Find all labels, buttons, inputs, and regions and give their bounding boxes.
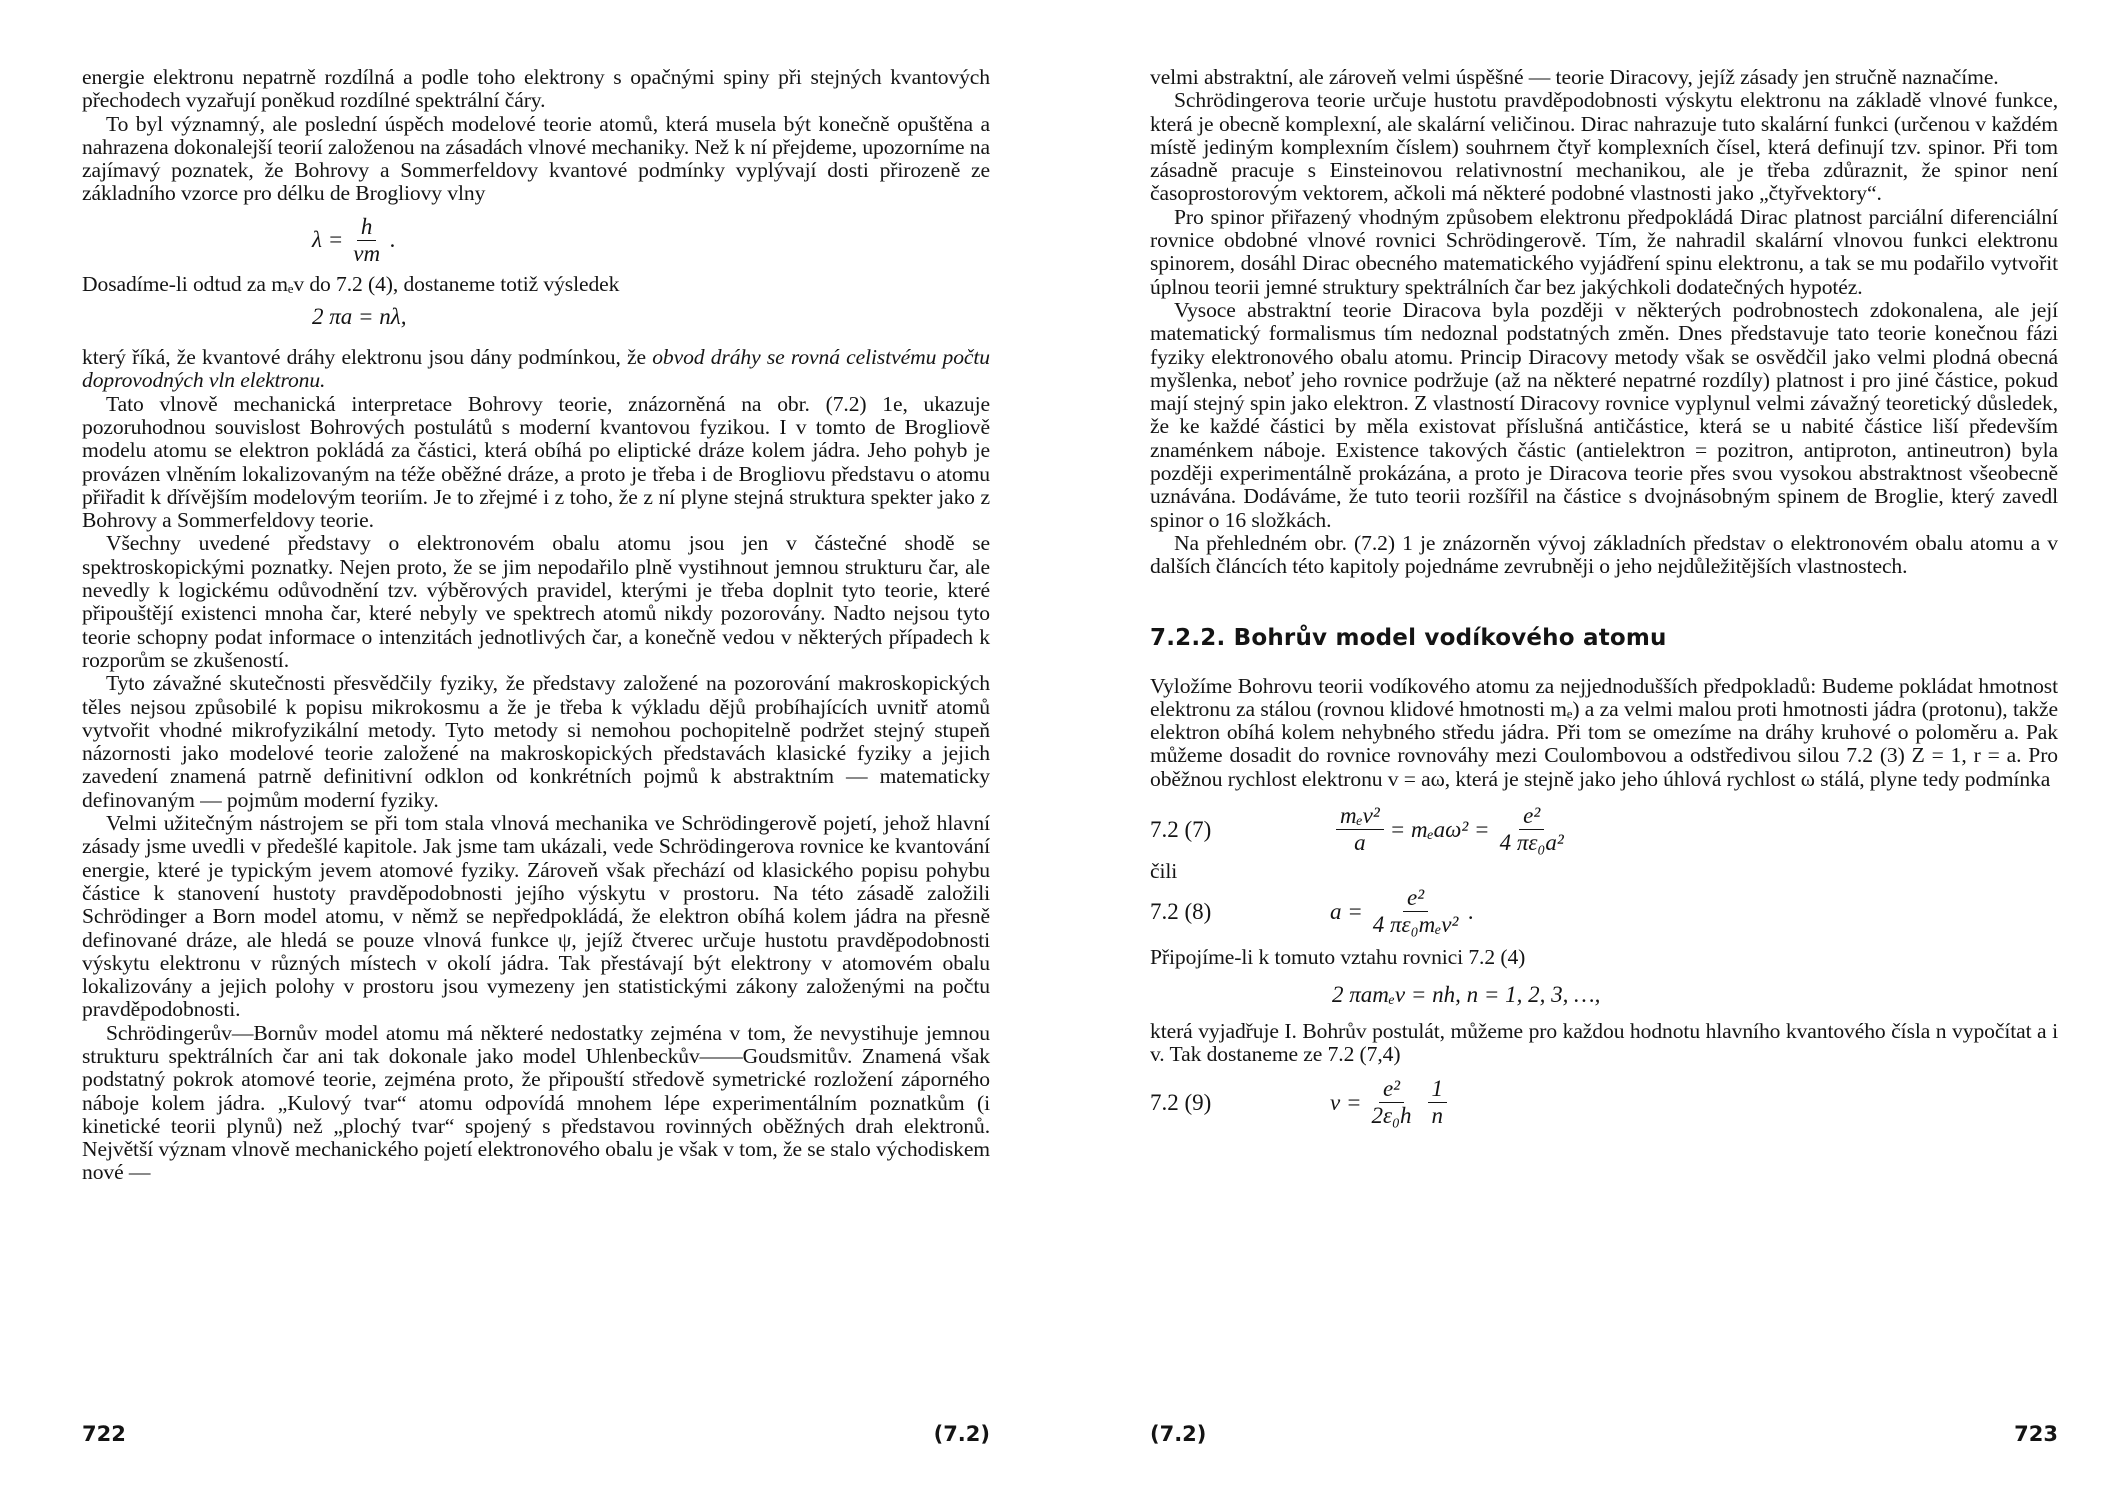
fraction-numerator: h	[357, 214, 377, 241]
fraction	[1336, 803, 1384, 856]
fraction-numerator: e²	[1379, 1076, 1404, 1103]
equation-7-2-9	[1150, 1076, 2058, 1129]
equation-label: 7.2 (9)	[1150, 1089, 1212, 1115]
fraction-numerator: 1	[1428, 1076, 1448, 1103]
paragraph	[82, 346, 990, 393]
right-page-text	[1150, 66, 2058, 579]
equation-text: 2 πa = nλ,	[312, 304, 407, 330]
page-number: 723	[2014, 1422, 2058, 1446]
fraction	[1496, 803, 1568, 856]
paragraph: Na přehledném obr. (7.2) 1 je znázorněn vývoj základních představ o elektronovém obalu atomu a v dalších článcích této kapitoly pojednáme zevrubněji o jeho nejdůležitějších vlastnostech.	[1150, 530, 2058, 579]
left-page-text	[82, 273, 990, 296]
equation-lhs: λ =	[312, 227, 344, 253]
fraction-denominator: 2ε₀h	[1371, 1103, 1412, 1129]
section-title: 7.2.2. Bohrův model vodíkového atomu	[1150, 624, 1667, 651]
equation-label: 7.2 (8)	[1150, 898, 1212, 924]
paragraph: velmi abstraktní, ale zároveň velmi úspěšné — teorie Diracovy, jejíž zásady jen stručně naznačíme.	[1150, 65, 1999, 89]
fraction-denominator: a	[1354, 830, 1366, 856]
fraction-denominator: vm	[353, 240, 381, 266]
left-page-text	[82, 346, 990, 1185]
left-page	[82, 66, 990, 1446]
fraction-numerator: mₑv²	[1336, 803, 1384, 830]
fraction	[1369, 885, 1463, 938]
equation-7-2-8	[1150, 885, 2058, 938]
fraction-numerator: e²	[1519, 803, 1544, 830]
paragraph: Vysoce abstraktní teorie Diracova byla později v některých podrobnostech zdokonalena, ale její matematický formalismus tím nedoznal podstatných změn. Dnes představuje tato teorie konečnou fázi fyziky elektronového obalu atomu. Princip Diracovy metody však se osvědčil jako velmi plodná obecná myšlenka, neboť jeho rovnice podržuje (až na některé nepatrné rozdíly) platnost i pro jiné částice, pokud mají stejný spin jako elektron. Z vlastností Diracovy rovnice vyplynul velmi závažný teoretický důsledek, že ke každé částici by měla existovat příslušná antičástice, která se u nabité částice liší především znaménkem náboje. Existence takových částic (antielektron = pozitron, antiproton, antineutron) byla později experimentálně prokázána, a proto je Diracova teorie přes svou vysokou abstraktnost všeobecně uznávána. Dodáváme, že tuto teorii rozšířil na částice s dvojnásobným spinem de Broglie, který zavedl spinor o 16 složkách.	[1150, 297, 2058, 532]
paragraph: čili	[1150, 859, 1178, 884]
fraction	[1428, 1076, 1448, 1129]
emphasis-text: obvod dráhy se rovná celistvému počtu doprovodných vln elektronu.	[82, 345, 990, 393]
equation-7-2-7	[1150, 803, 2058, 856]
paragraph: Schrödingerův—Bornův model atomu má některé nedostatky zejména v tom, že nevystihuje jemnou strukturu spektrálních čar ani tak dokonale jako model Uhlenbeckův——Goudsmitův. Znamená však podstatný pokrok atomové teorie, zejména proto, že připouští středově symetrické rozložení záporného náboje kolem jádra. „Kulový tvar“ atomu odpovídá mnohem lépe experimentálním poznatkům (i kinetické teorii plynů) než „plochý tvar“ spojený s představou rovinných oběžných drah elektronů. Největší význam vlnově mechanického pojetí elektronového obalu je však v tom, že se stalo východiskem nové —	[82, 1020, 990, 1185]
paragraph: Tyto závažné skutečnosti přesvědčily fyziky, že představy založené na pozorování makroskopických těles nejsou způsobilé k popisu mikrokosmu a že je třeba k výkladu dějů probíhajících uvnitř atomů vytvořit vhodné mikrofyzikální metody. Tyto metody si nemohou pochopitelně podržet stejný stupeň názornosti jako modelové teorie založené na makroskopických představách klasické fyziky a jejich zavedení znamená patrně definitivní odklon od konkrétních pojmů k abstraktním — matematicky definovaným — pojmům moderní fyziky.	[82, 671, 990, 812]
equation-postulate	[1332, 980, 2058, 1010]
right-page-text	[1150, 946, 2058, 969]
paragraph: Pro spinor přiřazený vhodným způsobem elektronu předpokládá Dirac platnost parciální diferenciální rovnice obdobné vlnové rovnici Schrödingerově. Tím, že nahradil skalární vlnovou funkci elektronu spinorem, dosáhl Dirac obecného matematického vyjádření spinu elektronu, a tak se mu podařilo vytvořit úplnou teorii jemné struktury spektrálních čar bez jakýchkoli dodatečných hypotéz.	[1150, 204, 2058, 299]
equation-label: 7.2 (7)	[1150, 816, 1212, 842]
paragraph: Schrödingerova teorie určuje hustotu pravděpodobnosti výskytu elektronu na základě vlnové funkce, která je obecně komplexní, ale skalární veličinou. Dirac nahrazuje tuto skalární funkci (určenou v každém místě jediným komplexním číslem) souhrnem čtyř komplexních čísel, která definují tzv. spinor. Při tom zásadně pracuje s Einsteinovou relativnostní mechanikou, ale je třeba zdůraznit, že spinor není časoprostorovým vektorem, ačkoli má některé podobné vlastnosti jako „čtyřvektory“.	[1150, 88, 2058, 206]
fraction-denominator: n	[1431, 1103, 1444, 1129]
equation-lhs: a =	[1330, 898, 1363, 924]
paragraph: Všechny uvedené představy o elektronovém obalu atomu jsou jen v částečné shodě se spektroskopickými poznatky. Nejen proto, že se jim nepodařilo plně vystihnout jemnou strukturu čar, ale nevedly k logickému odůvodnění tzv. výběrových pravidel, kterými je třeba doplnit tyto teorie, které připouštějí existenci mnoha čar, které nebyly ve spektrech atomů nikdy pozorovány. Nadto nejsou tyto teorie schopny podat informace o intenzitách jednotlivých čar, a konečně vedou v některých případech k rozporům se zkušeností.	[82, 531, 990, 672]
fraction-denominator: 4 πε₀a²	[1499, 830, 1564, 856]
left-page-text	[82, 66, 990, 206]
equation-middle: = mₑaω² =	[1389, 816, 1490, 842]
equation-orbit	[312, 302, 990, 332]
paragraph: která vyjadřuje I. Bohrův postulát, můžeme pro každou hodnotu hlavního kvantového čísla n vypočítat a i v. Tak dostaneme ze 7.2 (7,4)	[1150, 1018, 2058, 1066]
section-mark: (7.2)	[933, 1422, 990, 1446]
fraction	[1367, 1076, 1415, 1129]
page-number: 722	[82, 1422, 126, 1446]
paragraph: energie elektronu nepatrně rozdílná a podle toho elektrony s opačnými spiny při stejných kvantových přechodech vyzařují poněkud rozdílné spektrální čáry.	[82, 65, 990, 113]
fraction	[349, 214, 384, 267]
fraction-denominator: 4 πε₀mₑv²	[1372, 912, 1459, 938]
paragraph-text: který říká, že kvantové dráhy elektronu jsou dány podmínkou, že	[82, 345, 653, 370]
fraction-numerator: e²	[1403, 885, 1428, 912]
paragraph: Dosadíme-li odtud za mₑv do 7.2 (4), dostaneme totiž výsledek	[82, 271, 620, 296]
section-mark: (7.2)	[1150, 1422, 1207, 1446]
paragraph: Tato vlnově mechanická interpretace Bohrovy teorie, znázorněná na obr. (7.2) 1e, ukazuje pozoruhodnou souvislost Bohrových postulátů s moderní kvantovou fyzikou. I v tomto de Brogliově modelu atomu se elektron pokládá za částici, která obíhá po eliptické dráze kolem jádra. Jeho pohyb je provázen vlněním lokalizovaným na téže oběžné dráze, a proto je třeba i de Brogliovu představu o atomu přiřadit k dřívějším modelovým teoriím. Je to zřejmé i z toho, že z ní plyne stejná struktura spekter jako z Bohrovy a Sommerfeldovy teorie.	[82, 391, 990, 533]
paragraph: To byl významný, ale poslední úspěch modelové teorie atomů, která musela být konečně opuštěna a nahrazena dokonalejší teorií založenou na zásadách vlnové mechaniky. Než k ní přejdeme, upozorníme na zajímavý poznatek, že Bohrovy a Sommerfeldovy kvantové podmínky vyplývají dosti přirozeně ze základního vzorce pro délku de Brogliovy vlny	[82, 111, 990, 206]
equation-lhs: v =	[1330, 1089, 1362, 1115]
paragraph: Vyložíme Bohrovu teorii vodíkového atomu za nejjednodušších předpokladů: Budeme pokládat hmotnost elektronu za stálou (rovnou klidové hmotnosti mₑ) a za velmi malou proti hmotnosti jádra (protonu), takže elektron obíhá kolem nehybného středu jádra. Při tom se omezíme na dráhy kruhové o poloměru a. Pak můžeme dosadit do rovnice rovnováhy mezi Coulombovou a odstředivou silou 7.2 (3) Z = 1, r = a. Pro oběžnou rychlost elektronu v = aω, která je stejně jako jeho úhlová rychlost ω stálá, plyne tedy podmínka	[1150, 673, 2058, 791]
paragraph: Připojíme-li k tomuto vztahu rovnici 7.2 (4)	[1150, 945, 1526, 970]
right-page-text	[1150, 1020, 2058, 1067]
right-page	[1150, 66, 2058, 1446]
equation-end: .	[390, 227, 396, 253]
right-page-text	[1150, 675, 2058, 791]
right-page-text	[1150, 860, 2058, 883]
equation-end: .	[1468, 898, 1475, 924]
equation-text: 2 πamₑv = nh, n = 1, 2, 3, …,	[1332, 981, 1601, 1007]
paragraph: Velmi užitečným nástrojem se při tom stala vlnová mechanika ve Schrödingerově pojetí, jehož hlavní zásady jsme uvedli v předešlé kapitole. Jak jsme tam ukázali, vede Schrödingerova rovnice ke kvantování energie, které je typickým jevem atomové fyziky. Zároveň však přechází od klasického popisu pohybu částice k stanovení hustoty pravděpodobnosti jejího výskytu v prostoru. Na této zásadě založili Schrödinger a Born model atomu, v němž se nepředpokládá, že elektron obíhá kolem jádra na přesně definované dráze, ale hledá se pouze vlnová funkce ψ, jejíž čtverec určuje hustotu pravděpodobnosti výskytu elektronu v různých místech v okolí jádra. Tak přestávají být elektrony v atomovém obalu lokalizovány a jejich polohy v prostoru jsou vymezeny jen statistickými zákony založenými na počtu pravděpodobnosti.	[82, 811, 990, 1022]
equation-lambda	[312, 214, 990, 267]
